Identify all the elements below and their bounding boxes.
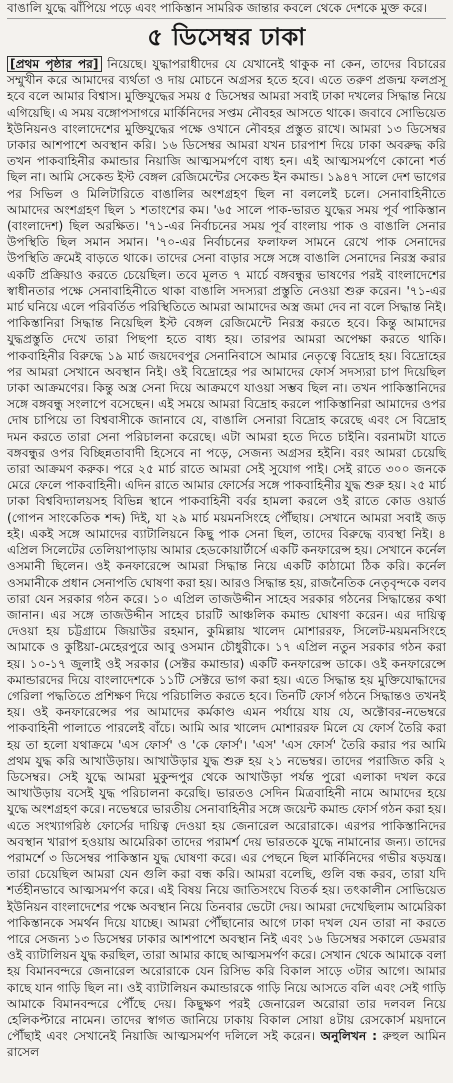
- article-headline: ৫ ডিসেম্বর ঢাকা: [147, 23, 306, 51]
- previous-article-tail: বাঙালি যুদ্ধে ঝাঁপিয়ে পড়ে এবং পাকিস্তান সামরিক জান্তার কবলে থেকে দেশকে মুক্ত করে।: [7, 0, 446, 19]
- author-name: রুহুল আমিন রাসেল: [7, 1029, 447, 1060]
- author-label: অনুলিখন :: [320, 1029, 378, 1044]
- continued-from-tag: [প্রথম পৃষ্ঠার পর]: [7, 56, 102, 72]
- article-text: নিয়েছে। যুদ্ধাপরাধীদের যে যেখানেই থাকুক না কেন, তাদের বিচারের সম্মুখীন করে আমাদের ব্যর্থতা ও দায় মোচনে অগ্রসর হতে হবে। এতে তরুণ প্রজন্ম ফলপ্রসূ হবে বলে আমার বিশ্বাস। মুক্তিযুদ্ধের সময় ৫ ডিসেম্বর আমরা সবাই ঢাকা দখলের সিদ্ধান্ত নিয়ে এগিয়েছি। এ সময় বঙ্গোপসাগরে মার্কিনিদের সপ্তম নৌবহর আসতে থাকে। জবাবে সোভিয়েত ইউনিয়নও বাংলাদেশের মুক্তিযুদ্ধের পক্ষে ওখানে নৌবহর প্রস্তুত রাখে। আমরা ১৩ ডিসেম্বর ঢাকার আশপাশে অবস্থান করি। ১৬ ডিসেম্বর আমরা যখন চারপাশ দিয়ে ঢাকা অবরুদ্ধ করি তখন পাকবাহিনীর কমান্ডার নিয়াজি আত্মসমর্পণে বাধ্য হন। এই আত্মসমর্পণে কোনো শর্ত ছিল না। আমি সেকেন্ড ইস্ট বেঙ্গল রেজিমেন্টের সেকেন্ড ইন কমান্ড। ১৯৪৭ সালে দেশ ভাগের পর সিভিল ও মিলিটারিতে বাঙালির অংশগ্রহণ ছিল না বললেই চলে। সেনাবাহিনীতে আমাদের অংশগ্রহণ ছিল ১ শতাংশের কম। '৬৫ সালে পাক-ভারত যুদ্ধের সময় পূর্ব পাকিস্তান (বাংলাদেশ) ছিল অরক্ষিত। '৭১-এর নির্বাচনের সময় পূর্ব বাংলায় পাক ও বাঙালি সেনার উপস্থিতি ছিল সমান সমান। '৭০-এর নির্বাচনের ফলাফল সামনে রেখে পাক সেনাদের উপস্থিতি ক্রমেই বাড়তে থাকে। তাদের সেনা বাড়ার সঙ্গে সঙ্গে বাঙালি সেনাদের নিরস্ত্র করার একটি প্রক্রিয়াও করতে চেয়েছিল। তবে মূলত ৭ মার্চে বঙ্গবন্ধুর ভাষণের পরই বাংলাদেশের স্বাধীনতার পক্ষে সেনাবাহিনীতে থাকা বাঙালি সদস্যরা প্রস্তুতি নেওয়া শুরু করেন। '৭১-এর মার্চ ঘনিয়ে এলে পরিবর্তিত পরিস্থিতিতে আমরা আমাদের অস্ত্র জমা দেব না বলে সিদ্ধান্ত নিই। পাকিস্তানিরা সিদ্ধান্ত নিয়েছিল ইস্ট বেঙ্গল রেজিমেন্টে নিরস্ত্র করতে হবে। কিন্তু আমাদের যুদ্ধপ্রস্তুতি দেখে তারা পিছপা হতে বাধ্য হয়। তারপর আমরা অপেক্ষা করতে থাকি। পাকবাহিনীর বিরুদ্ধে ১৯ মার্চ জয়দেবপুর সেনানিবাসে আমার নেতৃত্বে বিদ্রোহ হয়। বিদ্রোহের পর আমরা সেখানে অবস্থান নিই। ওই বিদ্রোহের পর আমাদের ফোর্স সদস্যরা চাপ দিয়েছিল ঢাকা আক্রমণের। কিন্তু অস্ত্র সেনা দিয়ে আক্রমণে যাওয়া সম্ভব ছিল না। তখন পাকিস্তানিদের সঙ্গে বঙ্গবন্ধু সংলাপে বসেছেন। এই সময়ে আমরা বিদ্রোহ করলে পাকিস্তানিরা আমাদের ওপর দোষ চাপিয়ে তা বিশ্ববাসীকে জানাবে যে, বাঙালি সেনারা বিদ্রোহ করেছে এবং সে বিদ্রোহ দমন করতে তারা সেনা পরিচালনা করেছে। এটা আমরা হতে দিতে চাইনি। বরনামটা যাতে বঙ্গবন্ধুর ওপর বিচ্ছিন্নতাবাদী হিসেবে না পড়ে, সেজন্য অগ্রসর হইনি। বরং আমরা চেয়েছি তারা আক্রমণ করুক। পরে ২৫ মার্চ রাতে আমরা সেই সুযোগ পাই। সেই রাতে ৩০০ জনকে মেরে ফেলে পাকবাহিনী। এদিন রাতে আমার ফোর্সের সঙ্গে পাকবাহিনীর যুদ্ধ শুরু হয়। ২৫ মার্চ ঢাকা বিশ্ববিদ্যালয়সহ বিভিন্ন স্থানে পাকবাহিনী বর্বর হামলা করলে ওই রাতে কোড ওয়ার্ড (গোপন সাংকেতিক শব্দ) দিই, যা ২৯ মার্চ ময়মনসিংহে পৌঁছায়। সেখানে আমরা সবাই জড় হই। একই সঙ্গে আমাদের ব্যাটালিয়নে কিছু পাক সেনা ছিল, তাদের বিরুদ্ধে ব্যবস্থা নিই। ৪ এপ্রিল সিলেটের তেলিয়াপাড়ায় আমার হেডকোয়ার্টার্সে একটি কনফারেন্স হয়। সেখানে কর্নেল ওসমানী ছিলেন। ওই কনফারেন্সে আমরা সিদ্ধান্ত নিয়ে একটি কাঠামো ঠিক করি। কর্নেল ওসমানীকে প্রধান সেনাপতি ঘোষণা করা হয়। আরও সিদ্ধান্ত হয়, রাজনৈতিক নেতৃবৃন্দকে বলব তারা যেন সরকার গঠন করে। ১০ এপ্রিল তাজউদ্দীন সাহেব সরকার গঠনের সিদ্ধান্তের কথা জানান। এর সঙ্গে তাজউদ্দীন সাহেব চারটি আঞ্চলিক কমান্ড ঘোষণা করেন। এর দায়িত্ব দেওয়া হয় চট্টগ্রামে জিয়াউর রহমান, কুমিল্লায় খালেদ মোশাররফ, সিলেট-ময়মনসিংহে আমাকে ও কুষ্টিয়া-মেহেরপুরে আবু ওসমান চৌধুরীকে। ১৭ এপ্রিল নতুন সরকার গঠন করা হয়। ১০-১৭ জুলাই ওই সরকার (সেক্টর কমান্ডার) একটি কনফারেন্স ডাকে। ওই কনফারেন্সে কমান্ডারদের দিয়ে বাংলাদেশকে ১১টি সেক্টরে ভাগ করা হয়। এতে সিদ্ধান্ত হয় মুক্তিযোদ্ধাদের গেরিলা পদ্ধতিতে প্রশিক্ষণ দিয়ে পরিচালিত করতে হবে। তিনটি ফোর্স গঠনে সিদ্ধান্তও তখনই হয়। ওই কনফারেন্সের পর আমাদের কর্মকাণ্ড এমন পর্যায়ে যায় যে, অক্টোবর-নভেম্বরে পাকবাহিনী পালাতে পারলেই বাঁচে। আমি আর খালেদ মোশাররফ মিলে যে ফোর্স তৈরি করা হয় তা হলো যথাক্রমে 'এস ফোর্স' ও 'কে ফোর্স'। 'এস' 'এস ফোর্স' তৈরি করার পর আমি প্রথম যুদ্ধ করি আখাউড়ায়। আখাউড়ার যুদ্ধ শুরু হয় ২১ নভেম্বর। তাদের পরাজিত করি ২ ডিসেম্বর। সেই যুদ্ধে আমরা মুকুন্দপুর থেকে আখাউড়া পর্যন্ত পুরো এলাকা দখল করে আখাউড়ায় বসেই যুদ্ধ পরিচালনা করেছি। ভারতও সেদিন মিত্রবাহিনী নামে আমাদের হয়ে যুদ্ধে অংশগ্রহণ করে। নভেম্বরে ভারতীয় সেনাবাহিনীর সঙ্গে জয়েন্ট কমান্ড ফোর্স গঠন করা হয়। এতে সংখ্যাগরিষ্ঠ ফোর্সের দায়িত্ব দেওয়া হয় জেনারেল অরোরাকে। এরপর পাকিস্তানিদের অবস্থান খারাপ হওয়ায় আমেরিকা তাদের পরামর্শ দেয় ভারতকে যুদ্ধে নামানোর জন্য। তাদের পরামর্শে ৩ ডিসেম্বর পাকিস্তান যুদ্ধ ঘোষণা করে। এর পেছনে ছিল মার্কিনিদের গভীর ষড়যন্ত্র। তারা চেয়েছিল আমরা যেন গুলি করা বন্ধ করি। আমরা বলেছি, গুলি বন্ধ করব, তারা যদি শর্তহীনভাবে আত্মসমর্পণ করে। এই বিষয় নিয়ে জাতিসংঘে বিতর্ক হয়। তৎকালীন সোভিয়েত ইউনিয়ন বাংলাদেশের পক্ষে অবস্থান নিয়ে তিনবার ভেটো দেয়। আমরা দেখেছিলাম আমেরিকা পাকিস্তানকে সমর্থন দিয়ে যাচ্ছে। আমরা পৌঁছানোর আগে ঢাকা দখল যেন তারা না করতে পারে সেজন্য ১৩ ডিসেম্বর ঢাকার আশপাশে অবস্থান নিই এবং ১৬ ডিসেম্বর সকালে ডেমরার ওই ব্যাটালিয়ন যুদ্ধ করছিল, তারা আমার কাছে আত্মসমর্পণ করে। সেখান থেকে আমাকে বলা হয় বিমানবন্দরে জেনারেল অরোরাকে যেন রিসিভ করি বিকাল সাড়ে ৩টার আগে। আমার কাছে যান গাড়ি ছিল না। ওই ব্যাটালিয়ন কমান্ডারকে গাড়ি নিয়ে আসতে বলি এবং সেই গাড়ি আমাকে বিমানবন্দরে পৌঁছে দেয়। কিছুক্ষণ পরই জেনারেল অরোরা তার দলবল নিয়ে হেলিকপ্টারে নামেন। তাদের স্বাগত জানিয়ে ঢাকায় বিকাল সোয়া ৪টায় রেসকোর্স ময়দানে পৌঁছাই এবং সেখানেই নিয়াজি আত্মসমর্পণ দলিলে সই করেন।: [7, 57, 446, 1044]
- article-body: [7, 56, 446, 1061]
